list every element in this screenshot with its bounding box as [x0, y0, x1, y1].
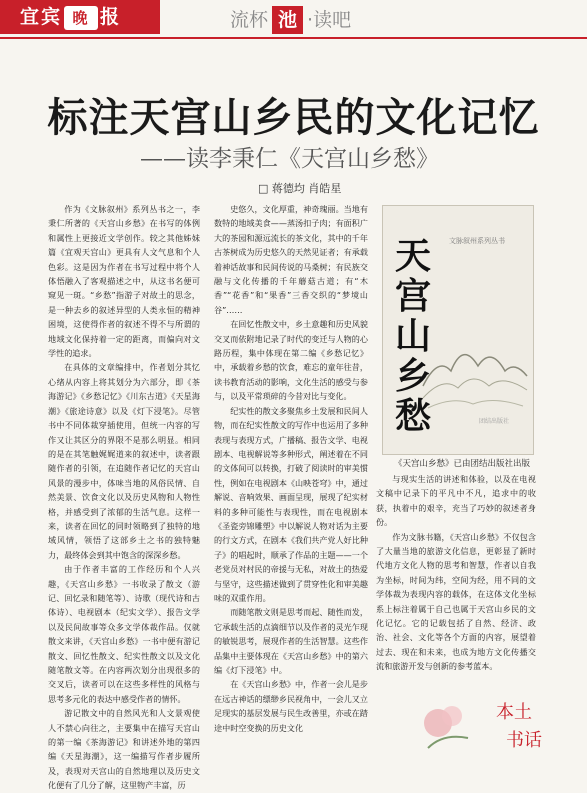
- section-logo: [408, 688, 558, 758]
- paragraph: 纪实性的散文多聚焦乡土发展和民间人物，而在纪实性散文的写作中也运用了多种表现与表现方式，广播稿、报告文学、电视剧本、电视解说等多种形式，阐述着在不同的文体间可以转换，打破了阅读时的审美惯性，例如在电视剧本《山映苍穹》中，通过解说、音响效果、画面呈现，展现了纪实材料的多种可能性与表现性，而在电视剧本《圣瓷旁锦雕塑》中以解说人物对话为主要的行文方式，在剧本《我们共产党人好比种子》的唱起时，顺承了作品的主题——一个老党员对村民的帝援与无私，对故土的热爱与坚守，这些描述做到了贯穿性化和审美趣味的双重作用。: [214, 405, 368, 603]
- column-title-part: ·读吧: [307, 9, 352, 31]
- paragraph: 史悠久，文化厚重，神奇瑰丽。当地有数特的地域美食——蒸汤扣子肉；有面积广大的茶园和源远流长的茶文化，其中的千年古茶树成为历史悠久的天然见证者；有承载着神话故事和民间传说的马桑树；有民族交融与文化传播的千年蘑菇古道；有“木香”“花香”和“果香”三香交织的“梦境山谷”……: [214, 204, 368, 315]
- column-title-part: 流杯: [230, 9, 269, 31]
- subheadline: ——读李秉仁《天宫山乡愁》: [140, 146, 439, 172]
- newspaper-logo-mark: 晚: [64, 6, 98, 30]
- newspaper-logo: [0, 0, 160, 34]
- column-title-highlight: 池: [272, 6, 303, 34]
- masthead: [0, 0, 587, 40]
- paragraph: 而随笔散文则是思考而起、随性而发，它承载生活的点滴细节以及作者的灵光乍现的敏锐思考，展现作者的生活智慧。这些作品集中主要体现在《天宫山乡愁》中的第六编《灯下浸笔》中。: [214, 607, 368, 675]
- paragraph: 由于作者丰富的工作经历和个人兴趣，《天宫山乡愁》一书收录了散文（游记、回忆录和随笔等）、诗歌（现代诗和古体诗）、电视剧本（纪实文学）、报告文学以及民间故事等众多文学体裁作品。仅就散文来讲，《天宫山乡愁》一书中便有游记散文、回忆性散文、纪实性散文以及文化随笔散文等。在内容两次划分出现很多的交叉后，读者可以在这些多样性的风格与思考多元化的表达中感受作者的情怀。: [48, 564, 200, 704]
- article-column-1: [48, 202, 200, 791]
- paragraph: 与现实生活的讲述和体验，以及在电视文稿中记录下的平凡中不凡，追求中的收获，执着中的艰辛，充当了巧妙的叙述者身份。: [376, 474, 536, 528]
- paragraph: 作为《文脉叙州》系列丛书之一，李秉仁所著的《天宫山乡愁》在书写的体例和属性上更接近文学创作。较之其他姊妹篇《宜观天宫山》更具有人文气息和个人色彩。这是因为作者在书写过程中将个人体悟融入了客观描述之中，从这书名便可窥见一斑。“乡愁”指游子对故土的思念，是一种去乡的叙述异型的人类永恒的精神困境，这使得作者的叙述不得不与所谓的地域文化保持着一定的距离，而偏向对文学性的追求。: [48, 204, 200, 359]
- flower-illustration: [408, 688, 488, 758]
- paragraph: 作为文脉书籍，《天宫山乡愁》不仅包含了大量当地的旅游文化信息，更彰显了新时代地方文化人物的思考和智慧，作者以自我为坐标，时间为纬，空间为经，用不同的文学体裁为表现内容的载体，在这体文化坐标系上标注着属于自己也属于天宫山乡民的文化记忆。它的记载包括了自然、经济、政治、社会、文化等各个方面的内容，展望着过去、现在和未来，也成为地方文化传播交流和旅游开发与创新的参考蓝本。: [376, 531, 536, 672]
- paragraph: 游记散文中的自然风光和人文景观使人不禁心向往之，主要集中在描写天宫山的第一编《茶海游记》和讲述外地的第四编《天星海潮》，这一编描写作者步履所及，表现对天宫山的自然地理以及历史文化便有了几分了解，这里物产丰富，历: [48, 708, 200, 791]
- paragraph: 在回忆性散文中，乡土意趣和历史风貌交叉而依附地记录了时代的变迁与人物的心路历程，集中体现在第二编《乡愁记忆》中，承载着乡愁的饮食，难忘的童年往昔，读书教育活动的影响，文化生活的感受与参与，以及平常琐碎的今昔对比与变化。: [214, 319, 368, 402]
- section-logo-line2: 书话: [506, 730, 542, 751]
- book-cover-series: 文脉叙州系列丛书: [449, 237, 505, 245]
- article-column-3: [376, 472, 536, 682]
- headline: 标注天宫山乡民的文化记忆: [47, 94, 540, 141]
- image-caption: 《天宫山乡愁》已由团结出版社出版: [394, 459, 531, 469]
- book-cover-title: 天宫山乡愁: [395, 235, 432, 437]
- book-cover-image: [382, 205, 534, 455]
- section-logo-line1: 本土: [496, 702, 532, 723]
- byline: □ 蒋德均 肖皓星: [258, 182, 342, 195]
- column-title: [230, 6, 351, 34]
- article-column-2: [214, 202, 368, 780]
- mountain-illustration: [423, 316, 527, 416]
- header-rule: [0, 37, 587, 39]
- book-cover-publisher: 团结出版社: [479, 418, 510, 425]
- paragraph: 在《天宫山乡愁》中，作者一会儿是步在远古神话的缥缈乡民视角中，一会儿又立足现实的基层发展与民生改善里，亦或在踏途中时空变换的历史文化: [214, 679, 368, 733]
- newspaper-name-part: 报: [100, 6, 122, 28]
- newspaper-name-part: 宜宾: [20, 6, 63, 28]
- paragraph: 在具体的文章编排中，作者划分其忆心绪从内容上将其划分为六部分，即《茶海游记》《乡愁记忆》《川东古道》《天星海潮》《旅途诗意》以及《灯下浸笔》。尽管书中不同体裁穿插使用，但统一内容的写作又让其区分的界限不是那么明显。相同的是在其笔触娓娓道来的叙述中，读者跟随作者的引领，在追随作者记忆的天宫山风景的漫步中，体味当地的风俗民情、自然美景、饮食文化以及历史风物和人物性格，并感受到了浓郁的生活气息。这样一来，读者在回忆的同时领略到了独特的地域风情，领悟了这部乡土之书的独特魅力，最终体会到其中饱含的深深乡愁。: [48, 362, 200, 560]
